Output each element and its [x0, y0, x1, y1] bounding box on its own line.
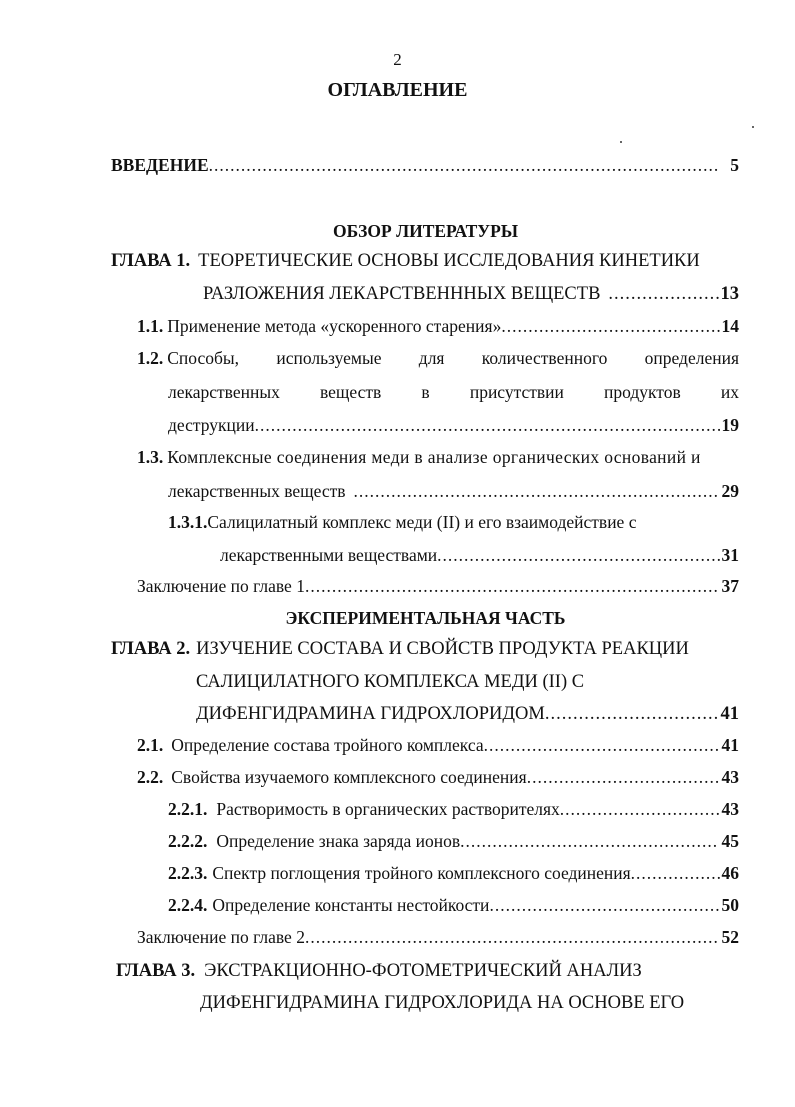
section-page: 43 — [721, 767, 739, 787]
section-number: 1.3.1. — [168, 512, 208, 532]
toc-entry-1-3-1-line2[interactable] — [220, 547, 739, 565]
section-title-justified — [167, 350, 739, 368]
leader-dots — [545, 705, 719, 724]
chapter1-prefix: ГЛАВА 1. — [111, 251, 191, 271]
section-number: 2.1. — [137, 735, 164, 755]
chapter2-line1[interactable] — [111, 640, 689, 659]
word: количественного — [481, 348, 608, 368]
section-title: Растворимость в органических растворителях — [216, 799, 560, 819]
page-title: ОГЛАВЛЕНИЕ — [327, 79, 468, 101]
section-number: 2.2. — [137, 767, 164, 787]
conclusion-page: 37 — [721, 576, 739, 596]
chapter1-line1[interactable] — [111, 252, 700, 271]
toc-entry-2-2-4[interactable] — [168, 897, 739, 915]
toc-intro[interactable] — [111, 157, 739, 175]
leader-dots — [305, 929, 720, 947]
leader-dots — [460, 833, 715, 851]
toc-entry-1-3-1-line1[interactable] — [168, 514, 636, 532]
leader-dots — [608, 285, 718, 304]
word: в — [421, 382, 430, 402]
leader-dots — [484, 737, 720, 755]
leader-dots — [354, 483, 720, 501]
conclusion-label: Заключение по главе 2 — [137, 927, 305, 947]
section-title: Спектр поглощения тройного комплексного соединения — [212, 863, 631, 883]
leader-dots — [560, 801, 720, 819]
chapter1-page: 13 — [720, 284, 739, 304]
chapter2-title-line1: ИЗУЧЕНИЕ СОСТАВА И СВОЙСТВ ПРОДУКТА РЕАКЦИИ — [196, 639, 689, 659]
section-number: 2.2.4. — [168, 895, 208, 915]
section-page: 31 — [721, 545, 739, 565]
scan-speck — [752, 126, 754, 128]
chapter3-line1[interactable] — [116, 962, 642, 981]
chapter1-line2[interactable] — [203, 285, 739, 304]
chapter3-prefix: ГЛАВА 3. — [116, 961, 196, 981]
toc-conclusion-2[interactable] — [137, 929, 739, 947]
word: их — [720, 382, 739, 402]
leader-dots — [489, 897, 719, 915]
chapter1-title-line2: РАЗЛОЖЕНИЯ ЛЕКАРСТВЕНННЫХ ВЕЩЕСТВ — [203, 284, 601, 304]
chapter3-title-line2: ДИФЕНГИДРАМИНА ГИДРОХЛОРИДА НА ОСНОВЕ ЕГО — [200, 993, 685, 1013]
toc-entry-2-1[interactable] — [137, 737, 739, 755]
chapter2-title-line2: САЛИЦИЛАТНОГО КОМПЛЕКСА МЕДИ (II) С — [196, 672, 585, 692]
word: лекарственных — [168, 382, 280, 402]
toc-intro-page: 5 — [730, 155, 739, 175]
section-page: 45 — [721, 831, 739, 851]
toc-entry-2-2-3[interactable] — [168, 865, 739, 883]
word: продуктов — [604, 382, 681, 402]
toc-conclusion-1[interactable] — [137, 578, 739, 596]
leader-dots — [527, 769, 720, 787]
section-number: 2.2.3. — [168, 863, 208, 883]
section-title: Свойства изучаемого комплексного соединения — [171, 767, 527, 787]
word: используемые — [276, 348, 382, 368]
section-title: Комплексные соединения меди в анализе органических оснований и — [167, 447, 701, 467]
chapter2-line3[interactable] — [196, 705, 739, 724]
conclusion-page: 52 — [721, 927, 739, 947]
toc-entry-1-3-line2[interactable] — [168, 483, 739, 501]
chapter3-line2[interactable] — [200, 994, 684, 1013]
word: Способы, — [167, 348, 240, 368]
word: веществ — [319, 382, 382, 402]
section-page: 41 — [721, 735, 739, 755]
section-title: Определение константы нестойкости — [212, 895, 490, 915]
toc-entry-2-2-1[interactable] — [168, 801, 739, 819]
section-page: 46 — [721, 863, 739, 883]
scan-speck — [620, 141, 622, 143]
word: определения — [644, 348, 739, 368]
word: для — [418, 348, 445, 368]
leader-dots — [255, 417, 720, 435]
toc-entry-2-2-2[interactable] — [168, 833, 739, 851]
section-title: Определение знака заряда ионов — [216, 831, 461, 851]
toc-entry-1-2-line3[interactable] — [168, 417, 739, 435]
section-number: 2.2.1. — [168, 799, 208, 819]
toc-entry-1-2-line2[interactable] — [168, 384, 739, 402]
section-number: 2.2.2. — [168, 831, 208, 851]
word: присутствии — [469, 382, 564, 402]
section-title: деструкции — [168, 415, 255, 435]
chapter2-page: 41 — [720, 704, 739, 724]
section-page: 29 — [721, 481, 739, 501]
section-experimental-heading: ЭКСПЕРИМЕНТАЛЬНАЯ ЧАСТЬ — [285, 608, 566, 628]
leader-dots — [437, 547, 719, 565]
chapter2-prefix: ГЛАВА 2. — [111, 639, 191, 659]
section-number: 1.2. — [137, 348, 164, 368]
section-number: 1.1. — [137, 316, 164, 336]
leader-dots — [631, 865, 720, 883]
section-title: лекарственными веществами — [220, 545, 438, 565]
leader-dots — [209, 157, 721, 175]
section-page: 43 — [721, 799, 739, 819]
toc-entry-1-2-line1[interactable] — [137, 350, 739, 368]
toc-intro-label: ВВЕДЕНИЕ — [111, 155, 209, 175]
toc-entry-2-2[interactable] — [137, 769, 739, 787]
toc-entry-1-1[interactable] — [137, 318, 739, 336]
section-title: Салицилатный комплекс меди (II) и его взаимодействие с — [207, 512, 637, 532]
section-title: лекарственных веществ — [168, 481, 346, 501]
toc-entry-1-3-line1[interactable] — [137, 449, 739, 467]
section-page: 19 — [721, 415, 739, 435]
section-review-heading: ОБЗОР ЛИТЕРАТУРЫ — [332, 221, 519, 241]
chapter1-title-line1: ТЕОРЕТИЧЕСКИЕ ОСНОВЫ ИССЛЕДОВАНИЯ КИНЕТИКИ — [198, 251, 700, 271]
section-page: 14 — [721, 316, 739, 336]
chapter2-title-line3: ДИФЕНГИДРАМИНА ГИДРОХЛОРИДОМ — [196, 704, 545, 724]
conclusion-label: Заключение по главе 1 — [137, 576, 305, 596]
leader-dots — [305, 578, 720, 596]
section-title: Определение состава тройного комплекса — [171, 735, 484, 755]
chapter3-title-line1: ЭКСТРАКЦИОННО-ФОТОМЕТРИЧЕСКИЙ АНАЛИЗ — [204, 961, 642, 981]
section-number: 1.3. — [137, 447, 164, 467]
page-number: 2 — [393, 50, 402, 69]
leader-dots — [501, 318, 719, 336]
chapter2-line2[interactable] — [196, 673, 584, 692]
section-page: 50 — [721, 895, 739, 915]
section-title: Применение метода «ускоренного старения» — [167, 316, 502, 336]
